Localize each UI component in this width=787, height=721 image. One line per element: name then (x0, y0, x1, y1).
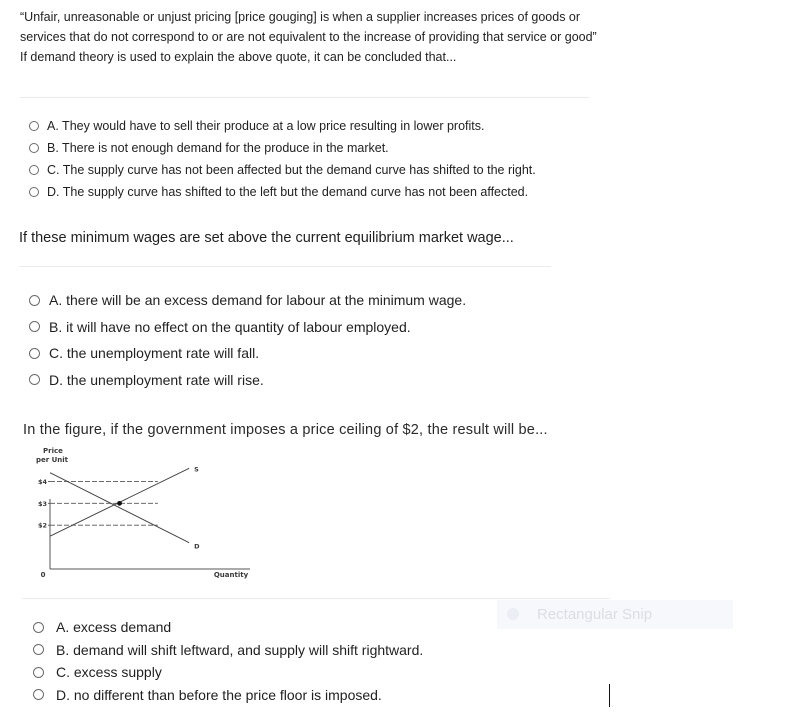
option-a[interactable] (33, 616, 423, 639)
option-label: D. the unemployment rate will rise. (49, 371, 264, 388)
radio-button[interactable] (29, 187, 39, 197)
equilibrium-point (117, 501, 122, 506)
question-1-prompt: If demand theory is used to explain the above quote, it can be concluded that... (20, 50, 457, 64)
d-curve-label: D (194, 542, 200, 551)
option-label: A. They would have to sell their produce at a low price resulting in lower profits. (47, 119, 485, 133)
question-2-prompt: If these minimum wages are set above the current equilibrium market wage... (19, 230, 514, 246)
option-d[interactable] (33, 684, 423, 707)
option-label: C. excess supply (56, 664, 162, 681)
option-c[interactable] (29, 340, 466, 367)
option-label: D. The supply curve has shifted to the left but the demand curve has not been affected. (47, 185, 529, 199)
text-cursor (609, 684, 610, 707)
y-tick-label-1: $3 (37, 499, 47, 508)
question-3-options (33, 616, 423, 706)
y-axis-label: Price (43, 447, 63, 455)
radio-button[interactable] (29, 374, 40, 385)
option-label: A. there will be an excess demand for labour at the minimum wage. (49, 292, 467, 309)
divider (22, 598, 610, 599)
y-tick-label-2: $2 (37, 521, 47, 530)
question-1-options (29, 115, 536, 203)
question-2-options (29, 287, 466, 393)
option-d[interactable] (29, 181, 536, 203)
y-tick-label-0: $4 (37, 477, 47, 486)
option-b[interactable] (33, 639, 423, 662)
radio-button[interactable] (33, 667, 44, 678)
radio-button[interactable] (29, 165, 39, 175)
question-3-prompt: In the figure, if the government imposes a price ceiling of $2, the result will be... (23, 422, 548, 438)
option-label: C. The supply curve has not been affected but the demand curve has shifted to the right. (47, 163, 536, 177)
divider (20, 97, 590, 98)
radio-button[interactable] (29, 121, 39, 131)
d-curve (50, 473, 189, 543)
radio-button[interactable] (29, 295, 40, 306)
option-c[interactable] (29, 159, 536, 181)
origin-label: 0 (40, 571, 46, 579)
option-label: B. There is not enough demand for the produce in the market. (47, 141, 389, 155)
option-label: C. the unemployment rate will fall. (49, 345, 260, 362)
option-a[interactable] (29, 115, 536, 137)
option-label: B. it will have no effect on the quantity of labour employed. (49, 318, 411, 335)
option-b[interactable] (29, 137, 536, 159)
radio-button[interactable] (29, 143, 39, 153)
question-1 (20, 7, 610, 67)
option-label: B. demand will shift leftward, and supply will shift rightward. (56, 641, 424, 658)
option-label: D. no different than before the price floor is imposed. (56, 686, 382, 703)
snip-label: Rectangular Snip (537, 606, 653, 623)
y-axis-label-2: per Unit (35, 456, 69, 464)
snip-icon (507, 608, 519, 620)
option-label: A. excess demand (56, 619, 172, 636)
radio-button[interactable] (33, 644, 44, 655)
radio-button[interactable] (33, 689, 44, 700)
x-axis-label: Quantity (213, 571, 249, 579)
s-curve-label: S (194, 465, 199, 474)
divider (19, 266, 551, 267)
radio-button[interactable] (33, 622, 44, 633)
option-a[interactable] (29, 287, 466, 314)
radio-button[interactable] (29, 348, 40, 359)
option-b[interactable] (29, 314, 466, 341)
radio-button[interactable] (29, 321, 40, 332)
question-1-quote: “Unfair, unreasonable or unjust pricing [price gouging] is when a supplier increases prices of goods or services that do not correspond to or are not equivalent to the increase of providing that service or good” (20, 10, 597, 44)
option-d[interactable] (29, 367, 466, 394)
supply-demand-figure (26, 443, 266, 583)
snip-tooltip (497, 600, 733, 629)
option-c[interactable] (33, 661, 423, 684)
